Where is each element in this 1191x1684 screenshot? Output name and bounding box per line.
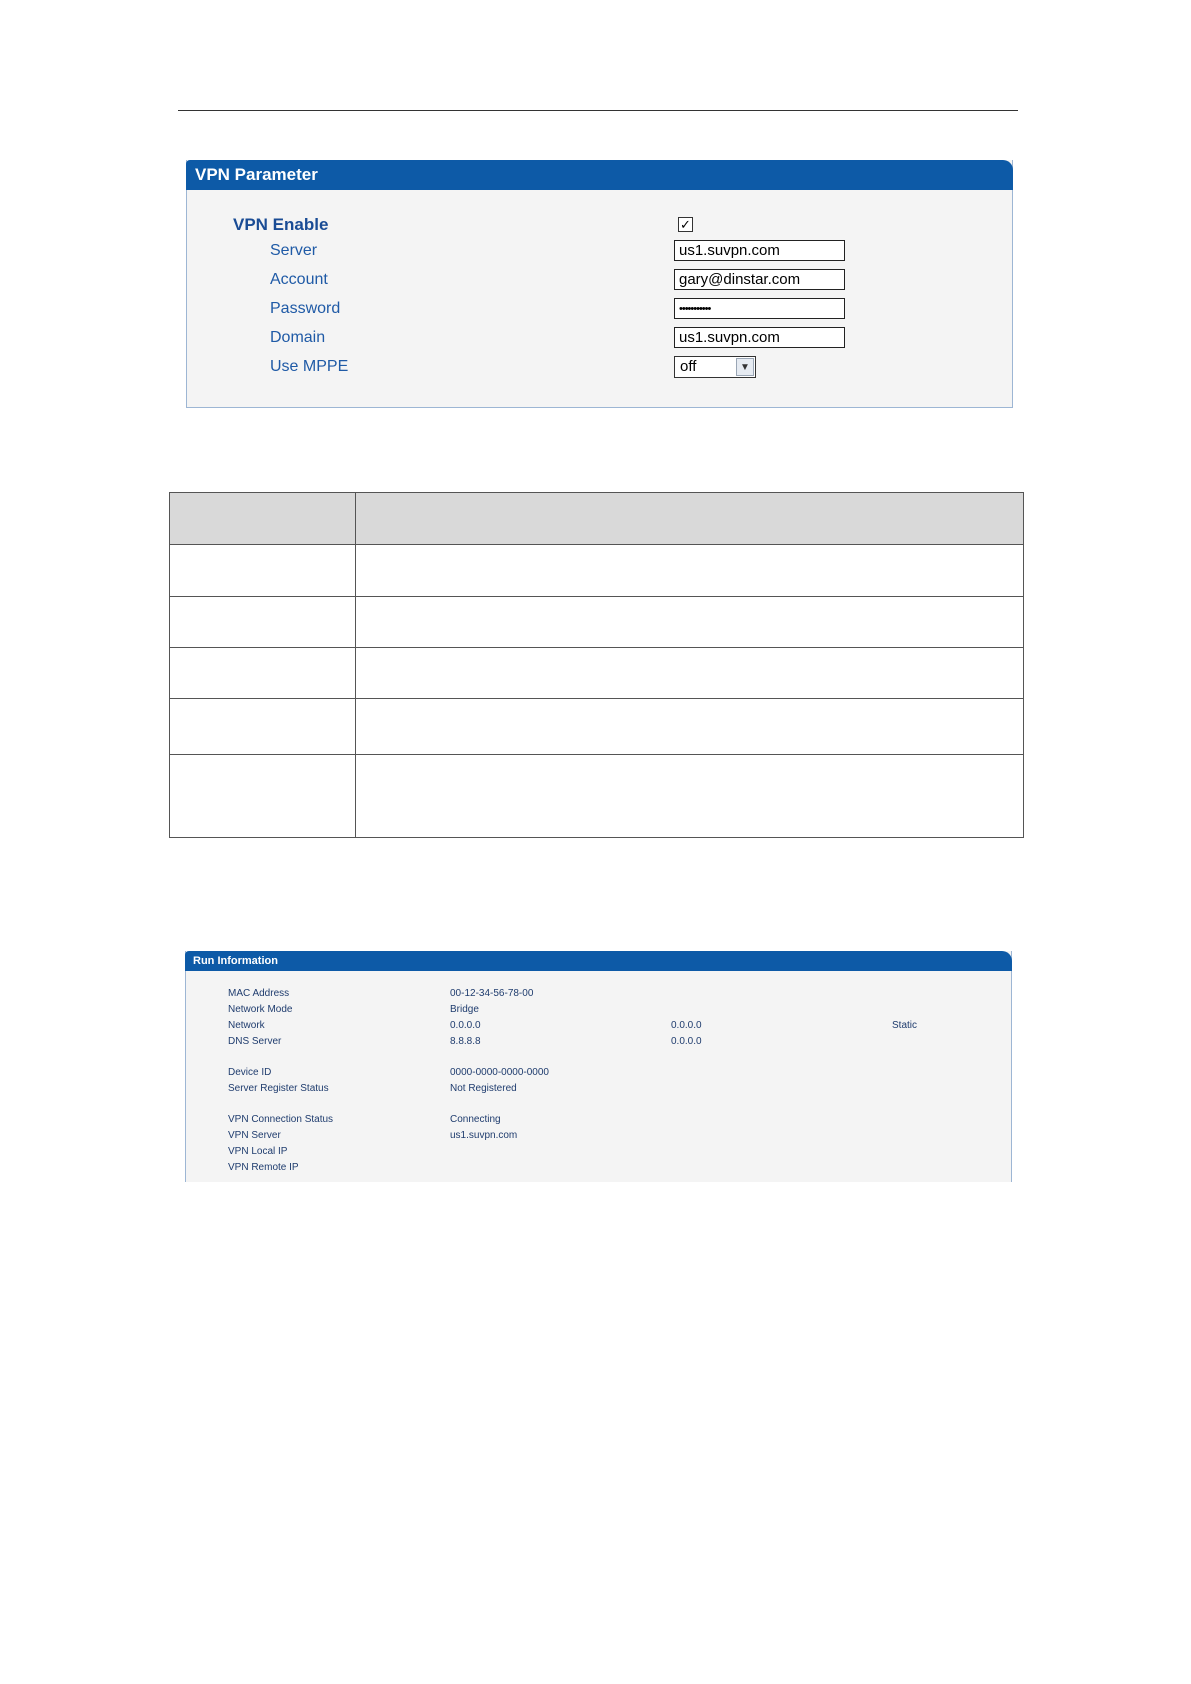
dns-secondary-value: 0.0.0.0 <box>671 1036 702 1047</box>
server-register-status-label: Server Register Status <box>228 1083 329 1094</box>
chevron-down-icon[interactable]: ▼ <box>736 358 754 376</box>
use-mppe-label: Use MPPE <box>270 358 349 375</box>
dns-server-label: DNS Server <box>228 1036 282 1047</box>
vpn-server-label: VPN Server <box>228 1130 281 1141</box>
vpn-parameter-title: VPN Parameter <box>186 160 1013 190</box>
domain-label: Domain <box>270 329 326 346</box>
table-header-cell <box>170 493 356 545</box>
vpn-local-ip-label: VPN Local IP <box>228 1146 288 1157</box>
vpn-connection-status-value: Connecting <box>450 1114 501 1125</box>
top-rule <box>178 110 1018 111</box>
server-label: Server <box>270 242 318 259</box>
server-input[interactable]: us1.suvpn.com <box>674 240 845 261</box>
network-type-value: Static <box>892 1020 918 1031</box>
table-row <box>170 755 1024 838</box>
run-information-panel <box>185 951 1012 1182</box>
run-information-title: Run Information <box>185 951 1012 971</box>
table-cell <box>356 545 1024 597</box>
password-input[interactable]: ••••••••••• <box>674 298 845 319</box>
table-cell <box>356 755 1024 838</box>
table-cell <box>170 699 356 755</box>
table-cell <box>170 597 356 648</box>
domain-input[interactable]: us1.suvpn.com <box>674 327 845 348</box>
table-row <box>170 699 1024 755</box>
table-cell <box>356 699 1024 755</box>
table-row <box>170 597 1024 648</box>
table-row <box>170 648 1024 699</box>
network-label: Network <box>228 1020 265 1031</box>
network-ip-value: 0.0.0.0 <box>450 1020 481 1031</box>
account-input[interactable]: gary@dinstar.com <box>674 269 845 290</box>
parameter-description-table <box>169 492 1024 838</box>
server-register-status-value: Not Registered <box>450 1083 517 1094</box>
use-mppe-value: off <box>680 358 697 375</box>
vpn-parameter-panel <box>186 160 1013 408</box>
mac-address-label: MAC Address <box>228 988 290 999</box>
table-header-cell <box>356 493 1024 545</box>
mac-address-value: 00-12-34-56-78-00 <box>450 988 534 999</box>
network-mask-value: 0.0.0.0 <box>671 1020 702 1031</box>
device-id-label: Device ID <box>228 1067 272 1078</box>
vpn-server-value: us1.suvpn.com <box>450 1130 518 1141</box>
table-cell <box>170 755 356 838</box>
table-row <box>170 545 1024 597</box>
account-label: Account <box>270 271 328 288</box>
vpn-connection-status-label: VPN Connection Status <box>228 1114 334 1125</box>
network-mode-label: Network Mode <box>228 1004 293 1015</box>
table-cell <box>170 545 356 597</box>
table-cell <box>356 597 1024 648</box>
vpn-remote-ip-label: VPN Remote IP <box>228 1162 299 1173</box>
vpn-enable-label: VPN Enable <box>233 215 329 234</box>
network-mode-value: Bridge <box>450 1004 479 1015</box>
vpn-enable-checkbox[interactable]: ✓ <box>678 217 693 232</box>
password-label: Password <box>270 300 341 317</box>
table-header-row <box>170 493 1024 545</box>
dns-primary-value: 8.8.8.8 <box>450 1036 481 1047</box>
device-id-value: 0000-0000-0000-0000 <box>450 1067 549 1078</box>
table-cell <box>356 648 1024 699</box>
table-cell <box>170 648 356 699</box>
use-mppe-select[interactable] <box>674 356 756 378</box>
